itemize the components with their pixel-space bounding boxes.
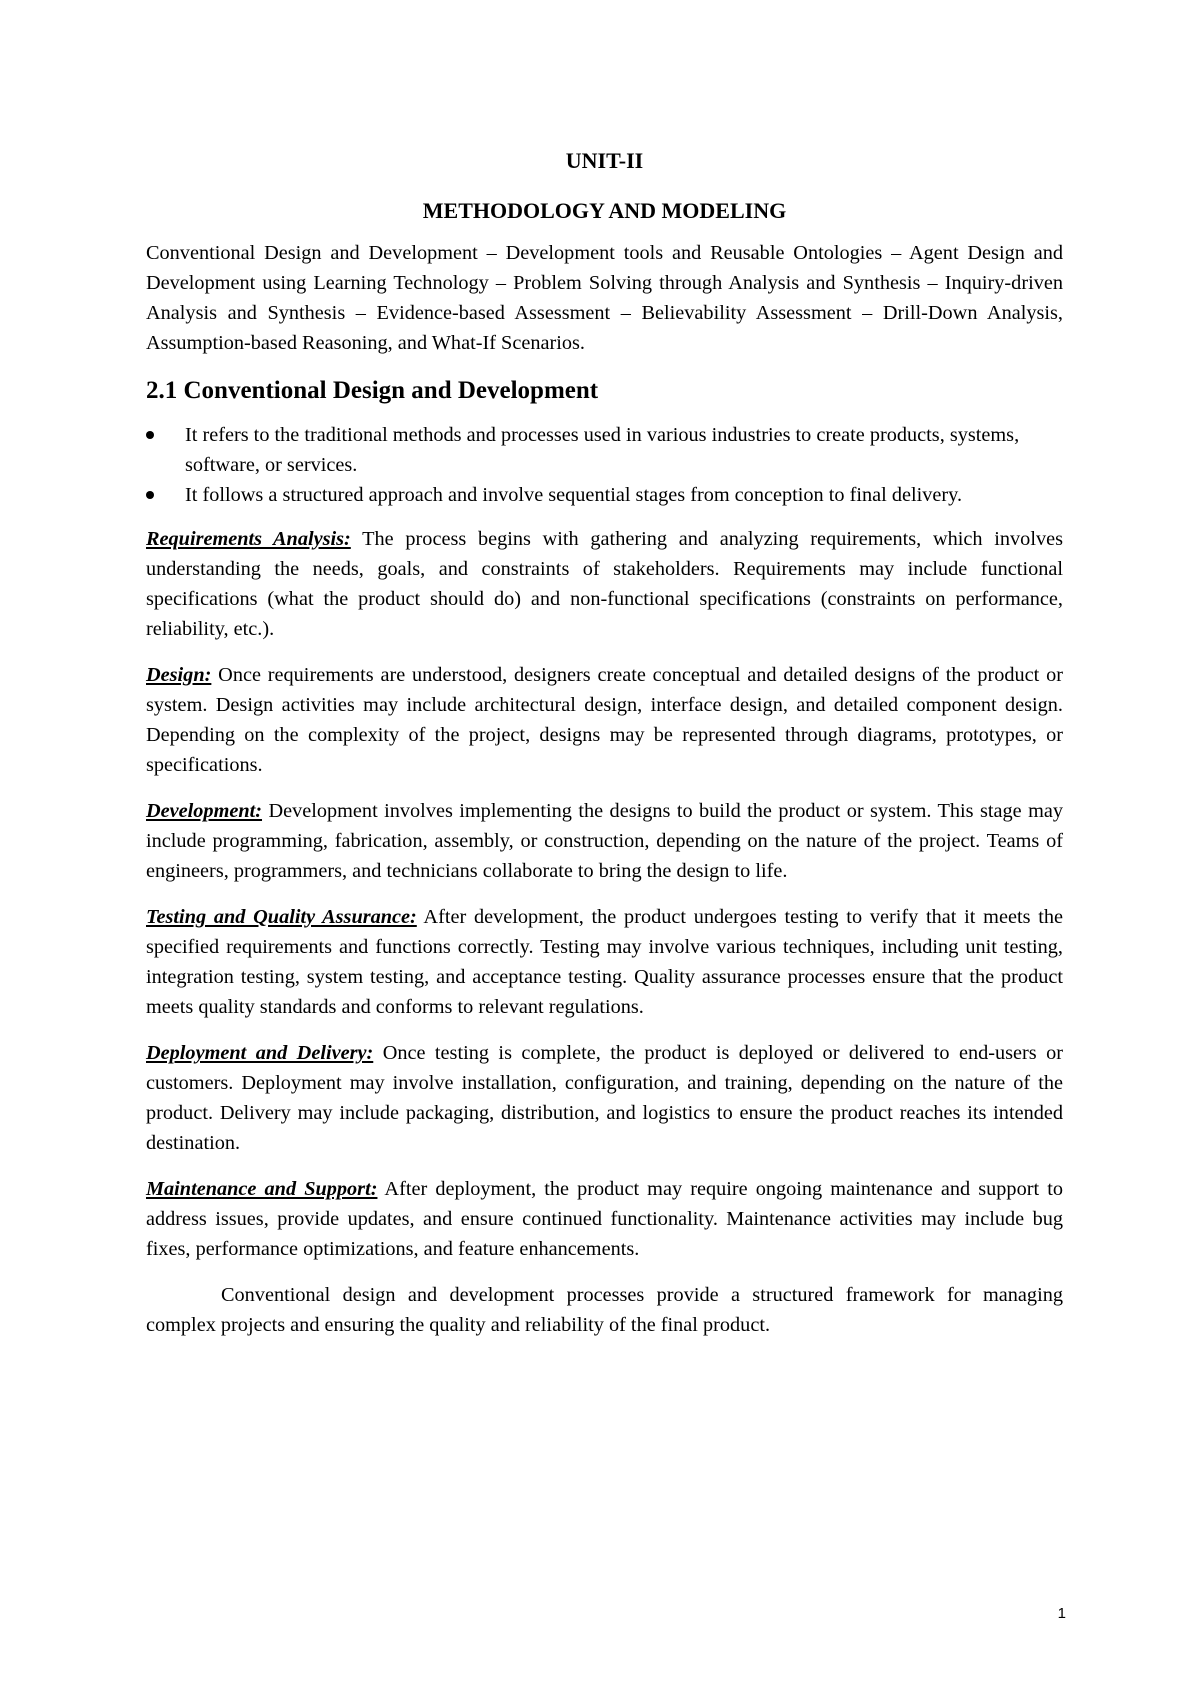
page-number: 1: [1057, 1605, 1066, 1622]
stage-term: Testing and Quality Assurance:: [146, 906, 417, 928]
stage-term: Deployment and Delivery:: [146, 1042, 374, 1064]
stage-text: After development, the product undergoes testing to verify that it meets the specified requirements and functions correctly. Testing may involve various techniques, including unit testing, integration testing, system testing, and acceptance testing. Quality assurance processes ensure that the product meets quality standards and conforms to relevant regulations.: [146, 906, 1063, 1018]
stage-term: Requirements Analysis:: [146, 528, 351, 550]
stage-text: After deployment, the product may require ongoing maintenance and support to address issues, provide updates, and ensure continued functionality. Maintenance activities may include bug fixes, performance optimizations, and feature enhancements.: [146, 1178, 1063, 1260]
stage-text: Once requirements are understood, designers create conceptual and detailed designs of the product or system. Design activities may include architectural design, interface design, and detailed component design. Depending on the complexity of the project, designs may be represented through diagrams, prototypes, or specifications.: [146, 664, 1063, 776]
bullet-item: [146, 420, 1063, 480]
stage-text: Development involves implementing the designs to build the product or system. This stage may include programming, fabrication, assembly, or construction, depending on the nature of the project. Teams of engineers, programmers, and technicians collaborate to bring the design to life.: [146, 800, 1063, 882]
stage-term: Development:: [146, 800, 263, 822]
stage-term: Maintenance and Support:: [146, 1178, 378, 1200]
conclusion-paragraph: Conventional design and development processes provide a structured framework for managing complex projects and ensuring the quality and reliability of the final product.: [146, 1284, 1063, 1336]
bullet-dot-icon: [146, 491, 154, 499]
syllabus-paragraph: Conventional Design and Development – Development tools and Reusable Ontologies – Agent Design and Development using Learning Technology – Problem Solving through Analysis and Synthesis – Inquiry-driven Analysis and Synthesis – Evidence-based Assessment – Believability Assessment – Drill-Down Analysis, Assumption-based Reasoning, and What-If Scenarios.: [146, 242, 1063, 354]
stage-paragraph-development: [146, 796, 1063, 886]
bullet-text: It refers to the traditional methods and processes used in various industries to create products, systems, software, or services.: [185, 424, 1020, 476]
stage-paragraph-maintenance: [146, 1174, 1063, 1264]
bullet-text: It follows a structured approach and involve sequential stages from conception to final delivery.: [185, 484, 963, 506]
section-heading: 2.1 Conventional Design and Development: [146, 377, 599, 404]
stage-paragraph-requirements: [146, 524, 1063, 644]
bullet-dot-icon: [146, 431, 154, 439]
stage-text: The process begins with gathering and analyzing requirements, which involves understanding the needs, goals, and constraints of stakeholders. Requirements may include functional specifications (what the product should do) and non-functional specifications (constraints on performance, reliability, etc.).: [146, 528, 1063, 640]
stage-paragraph-testing: [146, 902, 1063, 1022]
stage-paragraph-design: [146, 660, 1063, 780]
stage-term: Design:: [146, 664, 212, 686]
bullet-list: [146, 420, 1063, 510]
stage-text: Once testing is complete, the product is deployed or delivered to end-users or customers. Deployment may involve installation, configuration, and training, depending on the nature of the product. Delivery may include packaging, distribution, and logistics to ensure the product reaches its intended destination.: [146, 1042, 1064, 1154]
document-page: [146, 146, 1063, 1340]
main-title: METHODOLOGY AND MODELING: [422, 198, 787, 223]
stage-paragraph-deployment: [146, 1038, 1063, 1158]
unit-title: UNIT-II: [565, 148, 644, 173]
bullet-item: [146, 480, 1063, 510]
